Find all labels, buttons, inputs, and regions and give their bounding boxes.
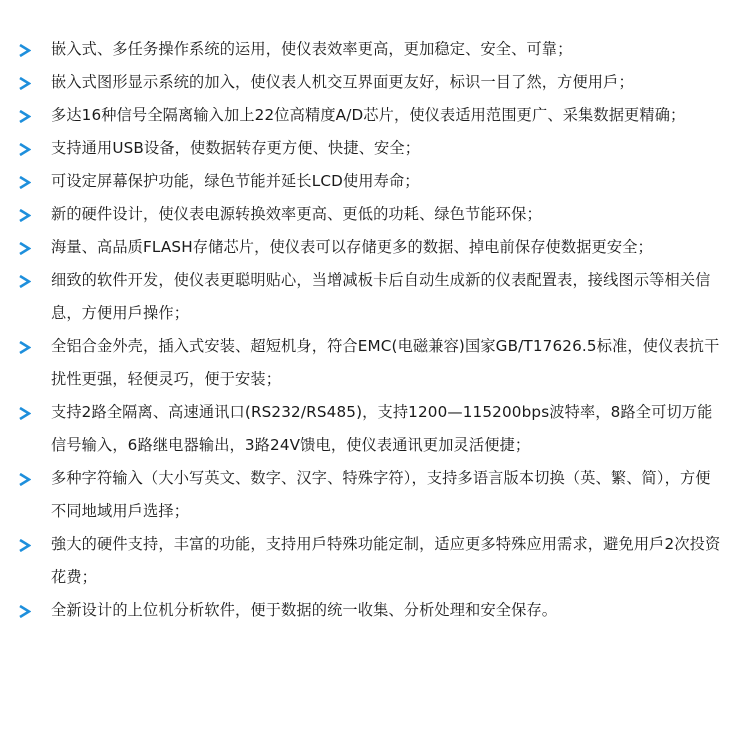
feature-text: 多种字符输入（大小写英文、数字、汉字、特殊字符），支持多语言版本切换（英、繁、简），方便不同地域用戶选择； bbox=[51, 469, 711, 520]
chevron-right-icon bbox=[18, 605, 31, 618]
feature-text: 全铝合金外壳，插入式安装、超短机身，符合EMC(电磁兼容)国家GB/T17626.5标准，使仪表抗干扰性更强，轻便灵巧，便于安装； bbox=[51, 337, 720, 388]
feature-item bbox=[0, 33, 755, 66]
feature-item bbox=[0, 165, 755, 198]
chevron-right-icon bbox=[18, 242, 31, 255]
chevron-right-icon bbox=[18, 209, 31, 222]
feature-item bbox=[0, 198, 755, 231]
feature-item bbox=[0, 396, 755, 462]
chevron-right-icon bbox=[18, 539, 31, 552]
feature-item bbox=[0, 528, 755, 594]
feature-text: 支持通用USB设备，使数据转存更方便、快捷、安全； bbox=[51, 139, 421, 157]
chevron-right-icon bbox=[18, 341, 31, 354]
feature-text: 支持2路全隔离、高速通讯口(RS232/RS485)，支持1200—115200bps波特率，8路全可切万能信号输入，6路继电器输出，3路24V馈电，使仪表通讯更加灵活便捷； bbox=[51, 403, 713, 454]
feature-item bbox=[0, 231, 755, 264]
chevron-right-icon bbox=[18, 473, 31, 486]
feature-item bbox=[0, 264, 755, 330]
chevron-right-icon bbox=[18, 143, 31, 156]
feature-item bbox=[0, 99, 755, 132]
feature-text: 新的硬件设计，使仪表电源转换效率更高、更低的功耗、绿色节能环保； bbox=[51, 205, 542, 223]
feature-text: 強大的硬件支持，丰富的功能，支持用戶特殊功能定制，适应更多特殊应用需求，避免用戶2次投资花费； bbox=[51, 535, 721, 586]
feature-text: 全新设计的上位机分析软件，便于数据的统一收集、分析处理和安全保存。 bbox=[51, 601, 558, 619]
feature-text: 可设定屏幕保护功能，绿色节能并延长LCD使用寿命； bbox=[51, 172, 420, 190]
feature-text: 嵌入式、多任务操作系统的运用，使仪表效率更高，更加稳定、安全、可靠； bbox=[51, 40, 573, 58]
feature-text: 多达16种信号全隔离输入加上22位高精度A/D芯片，使仪表适用范围更广、采集数据更精确； bbox=[51, 106, 686, 124]
chevron-right-icon bbox=[18, 176, 31, 189]
feature-text: 细致的软件开发，使仪表更聪明贴心，当增减板卡后自动生成新的仪表配置表，接线图示等相关信息，方便用戶操作； bbox=[51, 271, 711, 322]
chevron-right-icon bbox=[18, 110, 31, 123]
feature-item bbox=[0, 330, 755, 396]
chevron-right-icon bbox=[18, 44, 31, 57]
feature-item bbox=[0, 594, 755, 627]
chevron-right-icon bbox=[18, 407, 31, 420]
chevron-right-icon bbox=[18, 275, 31, 288]
chevron-right-icon bbox=[18, 77, 31, 90]
feature-text: 嵌入式图形显示系统的加入，使仪表人机交互界面更友好，标识一目了然，方便用戶； bbox=[51, 73, 634, 91]
feature-item bbox=[0, 132, 755, 165]
feature-item bbox=[0, 66, 755, 99]
feature-item bbox=[0, 462, 755, 528]
feature-text: 海量、高品质FLASH存储芯片，使仪表可以存储更多的数据、掉电前保存使数据更安全； bbox=[51, 238, 653, 256]
feature-list bbox=[0, 33, 755, 627]
